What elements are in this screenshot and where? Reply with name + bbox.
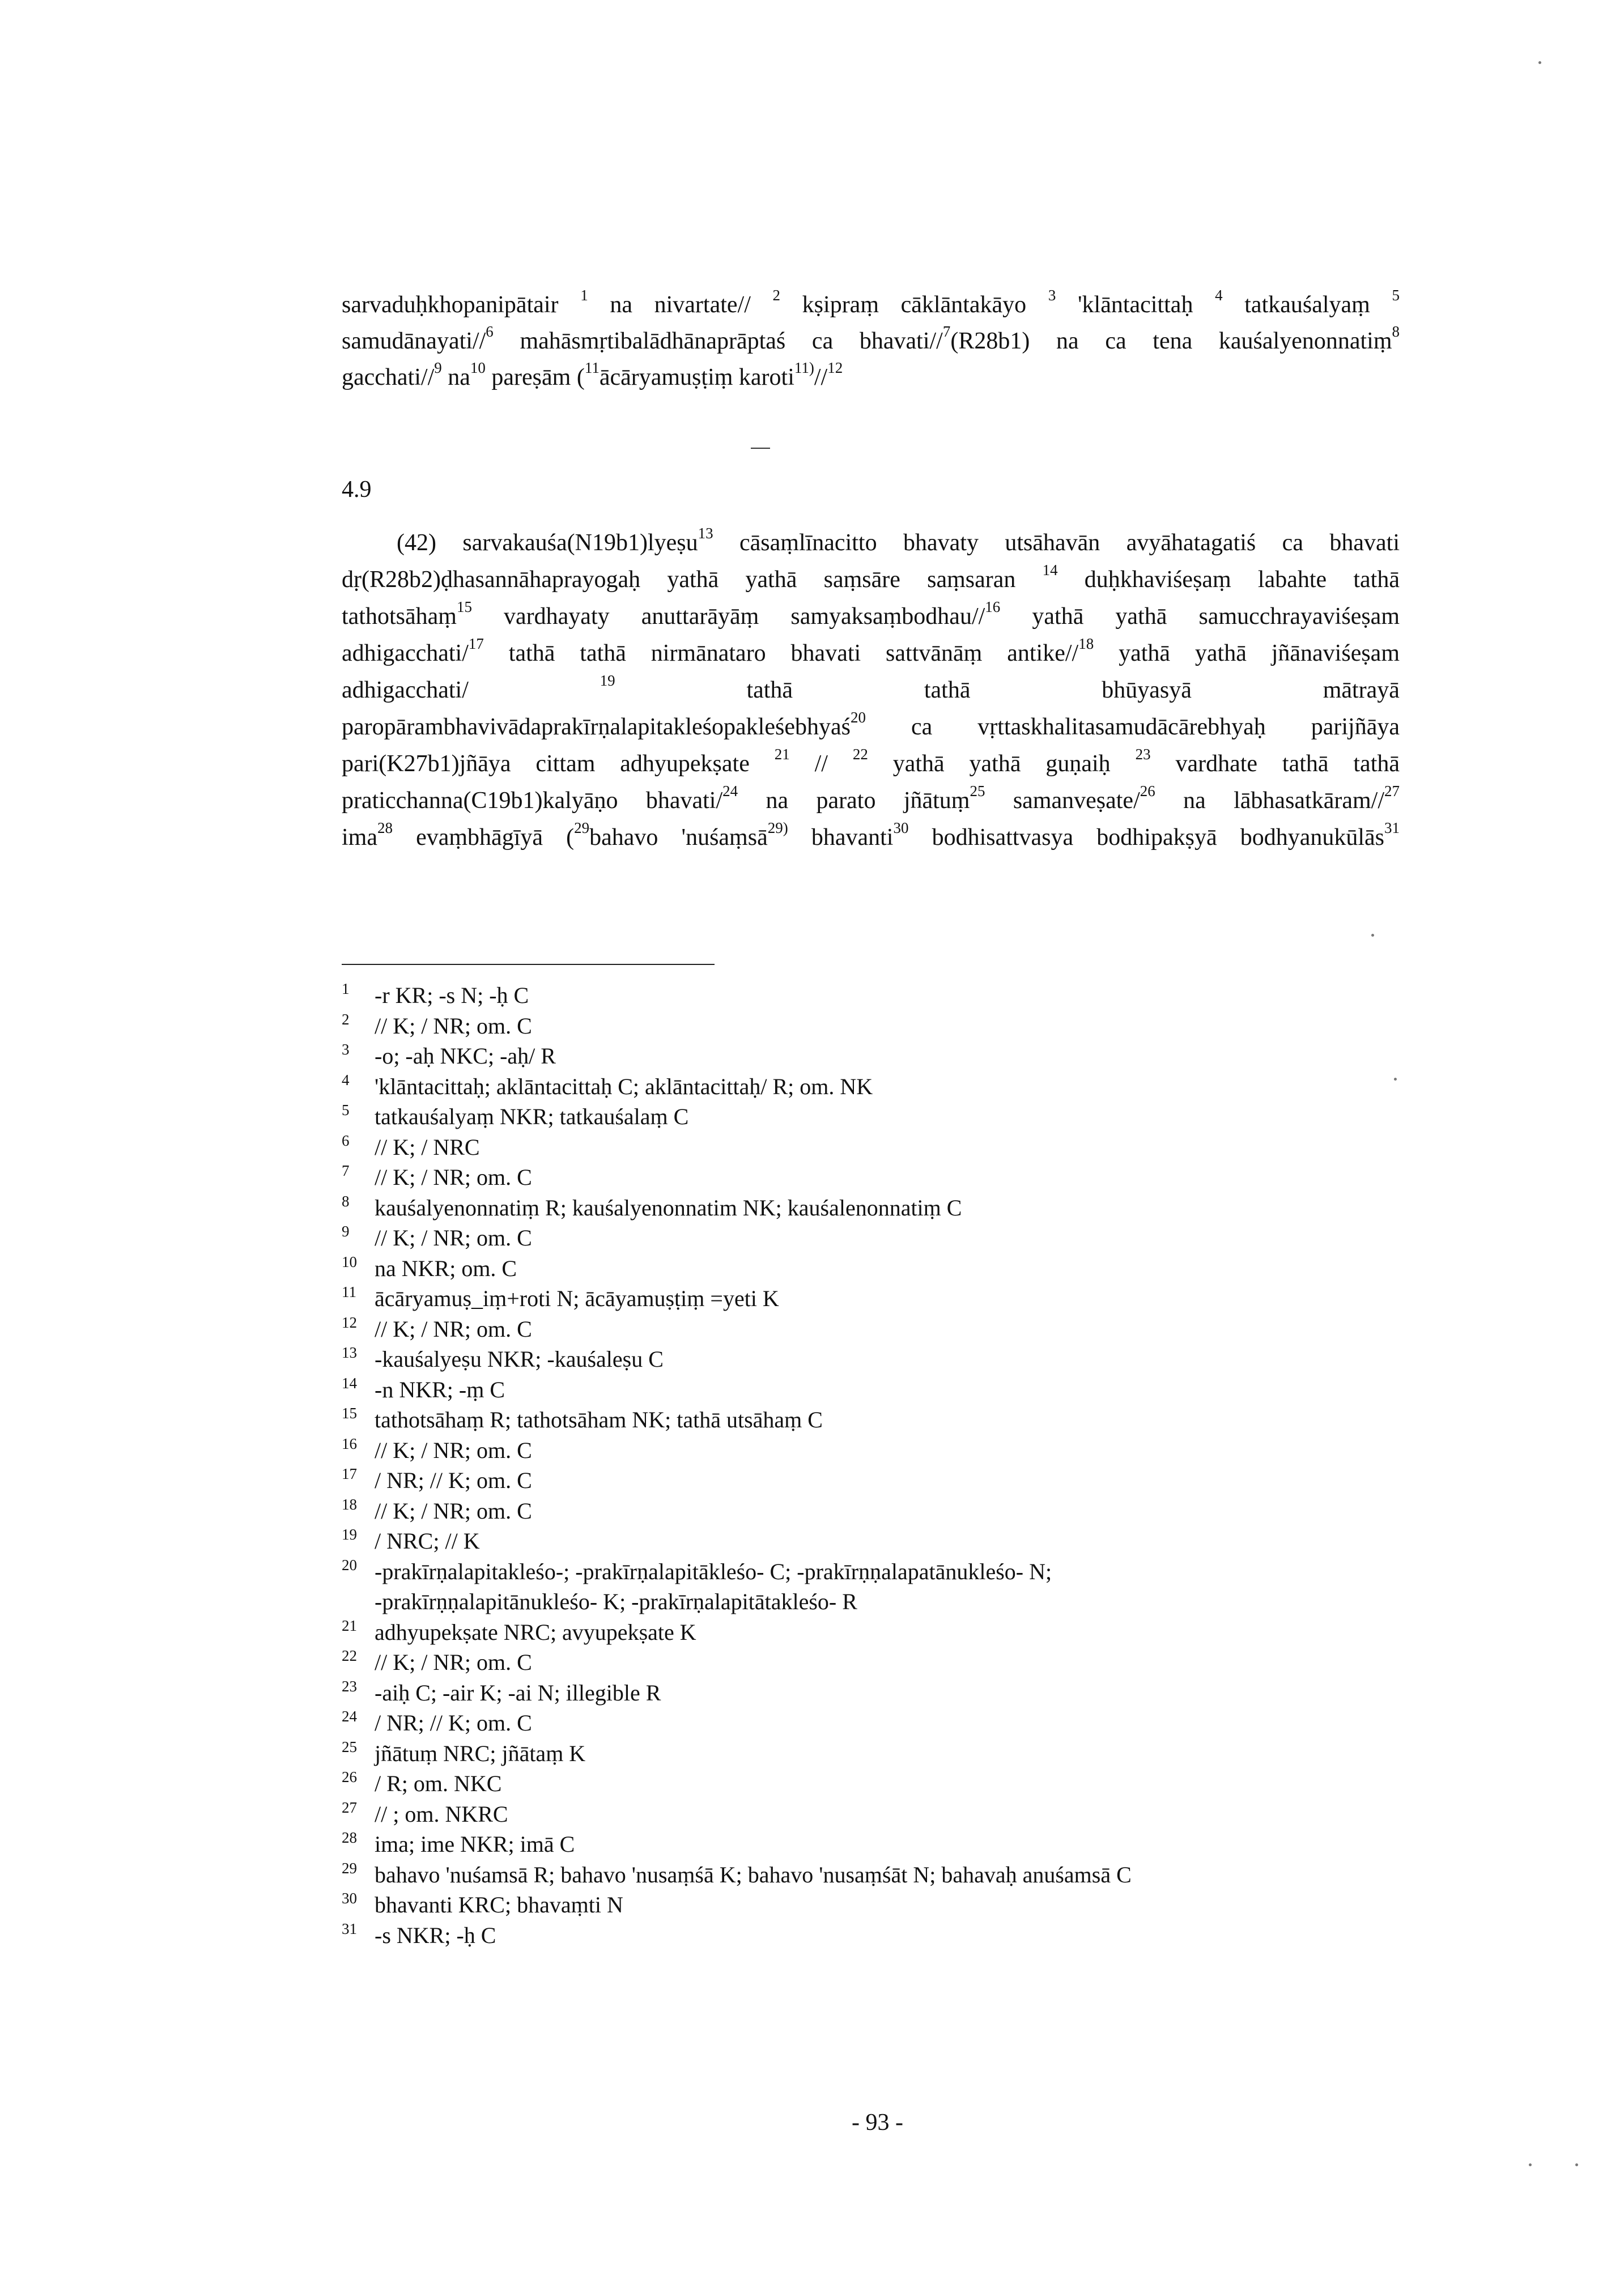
text-run: tathā (746, 677, 793, 703)
text-line (342, 709, 1400, 749)
scan-speck (1529, 2163, 1532, 2166)
footnote-number: 6 (342, 1132, 350, 1149)
text-run: mahāsmṛtibalādhānaprāptaś ca bhavati// (493, 328, 943, 354)
footnote-text: // K; / NRC (375, 1134, 480, 1160)
footnote-text: -s NKR; -ḥ C (375, 1922, 496, 1948)
footnote-number: 4 (342, 1071, 350, 1089)
text-line (342, 783, 1400, 823)
footnote-number: 8 (342, 1192, 350, 1210)
text-run: duḥkhaviśeṣaṃ labahte tathā (1057, 567, 1400, 593)
text-line (342, 819, 1400, 860)
footnote-reference: 18 (1078, 635, 1094, 652)
text-run: kṣipraṃ cāklāntakāyo (780, 292, 1048, 318)
text-run: tathā tathā nirmānataro bhavati sattvānāṃ antike// (483, 640, 1079, 666)
footnote-reference: 8 (1392, 323, 1400, 340)
footnote-reference: 23 (1135, 746, 1151, 763)
footnote-text: tatkauśalyaṃ NKR; tatkauśalaṃ C (375, 1104, 689, 1129)
footnote-text: -aiḥ C; -air K; -ai N; illegible R (375, 1680, 661, 1706)
text-run: tatkauśalyaṃ (1222, 292, 1392, 318)
section-heading: 4.9 (342, 477, 372, 503)
text-run: gacchati// (342, 364, 435, 390)
footnote-number: 31 (342, 1920, 357, 1937)
footnote-text: -r KR; -s N; -ḥ C (375, 983, 529, 1008)
page-number: - 93 - (852, 2110, 903, 2136)
text-run: ima (342, 824, 377, 851)
footnote-reference: 16 (985, 598, 1001, 615)
footnote-reference: 29) (767, 819, 788, 836)
footnote-number: 27 (342, 1798, 357, 1816)
footnote-number: 16 (342, 1435, 357, 1452)
footnote-text: jñātuṃ NRC; jñātaṃ K (375, 1740, 586, 1766)
footnote-text: / R; om. NKC (375, 1771, 502, 1796)
footnote-number: 12 (342, 1313, 357, 1331)
text-line (342, 598, 1400, 639)
text-run: praticchanna(C19b1)kalyāṇo bhavati/ (342, 788, 723, 814)
footnote-reference: 31 (1384, 819, 1400, 836)
text-run: pari(K27b1)jñāya cittam adhyupekṣate (342, 751, 775, 777)
text-run: yathā yathā jñānaviśeṣam (1094, 640, 1400, 666)
text-run: ācāryamuṣṭiṃ karoti (599, 364, 794, 390)
text-line (342, 635, 1400, 675)
footnote-text: / NRC; // K (375, 1528, 480, 1554)
footnote-text: // K; / NR; om. C (375, 1164, 532, 1190)
text-run: yathā yathā samucchrayaviśeṣam (1000, 603, 1400, 630)
footnote-text: kauśalyenonnatiṃ R; kauśalyenonnatim NK; kauśalenonnatiṃ C (375, 1194, 962, 1221)
footnote-text: -o; -aḥ NKC; -aḥ/ R (375, 1043, 556, 1069)
text-run: na lābhasatkāram// (1155, 788, 1385, 814)
footnote-text: -n NKR; -ṃ C (375, 1376, 505, 1402)
text-run: ca vṛttaskhalitasamudācārebhyaḥ parijñāya (865, 714, 1400, 740)
footnote-reference: 1 (580, 287, 588, 304)
text-run: bodhisattvasya bodhipakṣyā bodhyanukūlās (908, 824, 1385, 851)
footnote-number: 1 (342, 980, 350, 997)
text-run: bahavo 'nuśaṃsā (589, 824, 768, 851)
footnote-reference: 3 (1048, 287, 1056, 304)
scan-speck (1371, 934, 1374, 937)
footnote-reference: 6 (486, 323, 494, 340)
text-line (342, 672, 1400, 705)
text-line (342, 562, 1400, 602)
footnote-text: -kauśalyeṣu NKR; -kauśaleṣu C (375, 1346, 664, 1372)
footnote-reference: 11) (794, 359, 814, 376)
footnote-number: 23 (342, 1677, 357, 1695)
footnote-text: // K; / NR; om. C (375, 1316, 532, 1342)
text-run: (R28b1) na ca tena kauśalyenonnatiṃ (950, 328, 1392, 354)
footnote-text: tathotsāhaṃ R; tathotsāham NK; tathā utsāhaṃ C (375, 1407, 823, 1432)
footnote-text: ācāryamuṣ_iṃ+roti N; ācāyamuṣṭiṃ =yeti K (375, 1286, 779, 1311)
scan-speck (1394, 1078, 1397, 1081)
footnote-text: // K; / NR; om. C (375, 1013, 532, 1039)
footnote-number: 26 (342, 1768, 357, 1785)
text-run: na nivartate// (588, 292, 773, 318)
text-run: vardhate tathā tathā (1150, 751, 1400, 777)
footnote-reference: 14 (1042, 562, 1058, 579)
text-run: na parato jñātuṃ (738, 788, 970, 814)
footnote-text: ima; ime NKR; imā C (375, 1831, 575, 1857)
footnote-text: -prakīrṇṇalapitānukleśo- K; -prakīrṇalapitātakleśo- R (375, 1589, 857, 1614)
footnote-text: -prakīrṇalapitakleśo-; -prakīrṇalapitākleśo- C; -prakīrṇṇalapatānukleśo- N; (375, 1558, 1052, 1584)
footnote-reference: 17 (468, 635, 484, 652)
footnote-reference: 5 (1392, 287, 1400, 304)
footnote-number: 7 (342, 1162, 350, 1179)
footnote-reference: 29 (574, 819, 590, 836)
text-run: bhūyasyā (1102, 677, 1192, 703)
footnote-number: 13 (342, 1344, 357, 1361)
text-run: na (441, 364, 470, 390)
footnote-text: bhavanti KRC; bhavaṃti N (375, 1892, 623, 1917)
footnote-number: 30 (342, 1890, 357, 1907)
footnote-reference: 7 (942, 323, 951, 340)
text-run: samanveṣate/ (985, 788, 1140, 814)
text-run: (42) sarvakauśa(N19b1)lyeṣu (397, 530, 698, 556)
footnote-number: 19 (342, 1526, 357, 1543)
text-run: adhigacchati/ (342, 677, 469, 703)
text-line (342, 323, 1400, 363)
footnote-reference: 12 (827, 359, 843, 376)
footnote-number: 15 (342, 1405, 357, 1422)
text-run: cāsaṃlīnacitto bhavaty utsāhavān avyāhatagatiś ca bhavati (713, 530, 1400, 556)
footnote-number: 28 (342, 1829, 357, 1846)
footnote-reference: 15 (456, 598, 472, 615)
footnote-reference: 24 (722, 783, 738, 800)
text-line (342, 287, 1400, 326)
footnote-text: // K; / NR; om. C (375, 1437, 532, 1463)
footnote-reference: 25 (970, 783, 985, 800)
footnote-number: 11 (342, 1283, 356, 1300)
text-run: tathā (924, 677, 971, 703)
footnote-number: 3 (342, 1041, 350, 1058)
footnote-reference: 20 (850, 709, 866, 726)
text-run: sarvaduḥkhopanipātair (342, 292, 581, 318)
footnote-text: na NKR; om. C (375, 1255, 517, 1281)
footnote-number: 25 (342, 1738, 357, 1755)
footnote-number: 17 (342, 1465, 357, 1482)
footnote-text: adhyupekṣate NRC; avyupekṣate K (375, 1619, 696, 1645)
text-run: // (814, 364, 828, 390)
footnote-text: // ; om. NKRC (375, 1801, 508, 1827)
footnote-text: / NR; // K; om. C (375, 1468, 532, 1493)
text-run: yathā yathā guṇaiḥ (868, 751, 1136, 777)
footnote-number: 10 (342, 1253, 357, 1270)
text-run: 'klāntacittaḥ (1056, 292, 1215, 318)
footnote-reference: 4 (1215, 287, 1223, 304)
footnote-text: / NR; // K; om. C (375, 1710, 532, 1736)
footnote-reference: 2 (772, 287, 781, 304)
text-run: vardhayaty anuttarāyāṃ samyaksaṃbodhau// (471, 603, 985, 630)
footnote-reference: 26 (1140, 783, 1155, 800)
footnote-number: 24 (342, 1708, 357, 1725)
footnote-reference: 13 (698, 525, 713, 542)
separator-dash (751, 448, 770, 449)
footnote-reference: 19 (600, 672, 615, 689)
footnote-number: 20 (342, 1556, 357, 1574)
footnote-number: 2 (342, 1010, 350, 1028)
footnote-text: // K; / NR; om. C (375, 1649, 532, 1675)
footnote-text: // K; / NR; om. C (375, 1498, 532, 1524)
footnote-number: 14 (342, 1374, 357, 1392)
text-run: paropārambhavivādaprakīrṇalapitakleśopakleśebhyaś (342, 714, 851, 740)
footnote-reference: 28 (377, 819, 393, 836)
text-run: bhavanti (788, 824, 894, 851)
text-run: pareṣām ( (485, 364, 585, 390)
footnote-reference: 10 (470, 359, 486, 376)
scan-speck (1575, 2163, 1578, 2166)
footnote-number: 21 (342, 1617, 357, 1634)
text-line (397, 525, 1400, 565)
footnote-number: 22 (342, 1647, 357, 1664)
footnote-text: 'klāntacittaḥ; aklāntacittaḥ C; aklāntacittaḥ/ R; om. NK (375, 1073, 873, 1099)
footnote-text: bahavo 'nuśamsā R; bahavo 'nusaṃśā K; bahavo 'nusaṃśāt N; bahavaḥ anuśamsā C (375, 1861, 1132, 1887)
footnote-reference: 11 (584, 359, 600, 376)
footnote-reference: 21 (774, 746, 790, 763)
footnote-number: 29 (342, 1859, 357, 1877)
scan-speck (1538, 61, 1541, 64)
footnote-reference: 30 (893, 819, 909, 836)
footnote-reference: 9 (434, 359, 442, 376)
text-run: // (789, 751, 853, 777)
text-run: mātrayā (1323, 677, 1400, 703)
footnote-number: 5 (342, 1102, 350, 1119)
text-line (342, 746, 1400, 786)
text-line (342, 359, 843, 392)
text-run: dṛ(R28b2)ḍhasannāhaprayogaḥ yathā yathā saṃsāre saṃsaran (342, 567, 1043, 593)
text-run: tathotsāhaṃ (342, 603, 457, 630)
footnote-reference: 22 (852, 746, 868, 763)
footnote-rule (342, 964, 715, 965)
text-run: samudānayati// (342, 328, 486, 354)
footnote-number: 18 (342, 1495, 357, 1513)
text-run: adhigacchati/ (342, 640, 469, 666)
footnote-number: 9 (342, 1223, 350, 1240)
text-run: evaṃbhāgīyā ( (392, 824, 575, 851)
footnote-reference: 27 (1384, 783, 1400, 800)
footnote-text: // K; / NR; om. C (375, 1225, 532, 1251)
